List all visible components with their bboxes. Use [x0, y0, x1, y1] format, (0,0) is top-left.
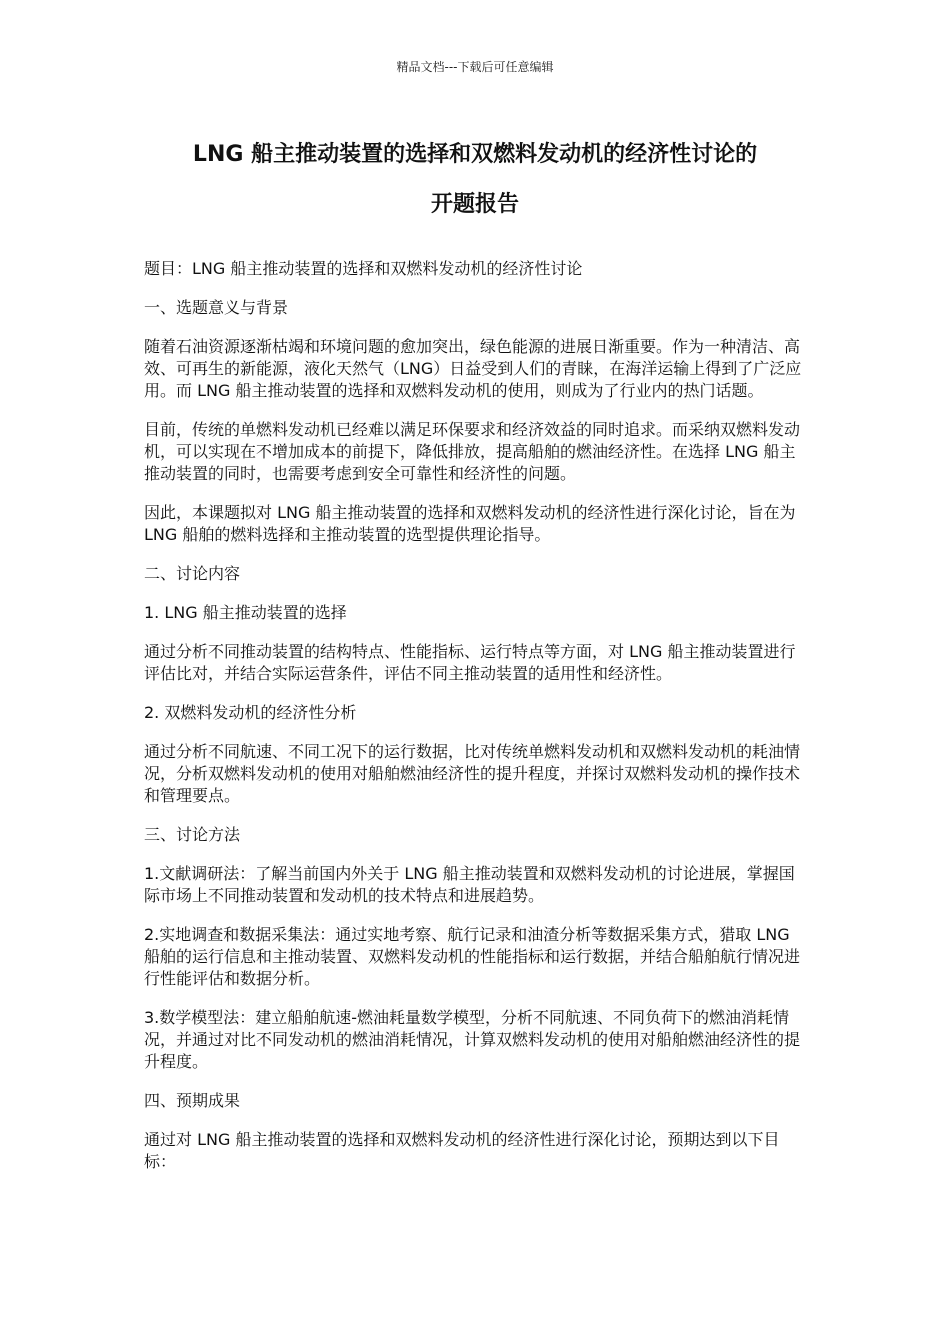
background-paragraph-1: 随着石油资源逐渐枯竭和环境问题的愈加突出，绿色能源的进展日渐重要。作为一种清洁、高效、可再生的新能源，液化天然气（LNG）日益受到人们的青睐，在海洋运输上得到了广泛应用。而 LNG 船主推动装置的选择和双燃料发动机的使用，则成为了行业内的热门话题。: [144, 337, 802, 400]
document-title-line-2: 开题报告: [430, 192, 519, 217]
section-heading-background: 一、选题意义与背景: [144, 298, 289, 317]
subheading-economy-analysis: 2. 双燃料发动机的经济性分析: [144, 703, 357, 722]
propulsion-selection-paragraph: 通过分析不同推动装置的结构特点、性能指标、运行特点等方面，对 LNG 船主推动装置进行评估比对，并结合实际运营条件，评估不同主推动装置的适用性和经济性。: [144, 642, 796, 683]
header-note: 精品文档---下载后可任意编辑: [396, 60, 554, 74]
section-heading-expected-results: 四、预期成果: [144, 1091, 241, 1110]
background-paragraph-3: 因此，本课题拟对 LNG 船主推动装置的选择和双燃料发动机的经济性进行深化讨论，旨在为 LNG 船舶的燃料选择和主推动装置的选型提供理论指导。: [144, 503, 796, 544]
subheading-propulsion-selection: 1. LNG 船主推动装置的选择: [144, 603, 347, 622]
document-title: [140, 130, 810, 230]
method-field-survey: 2.实地调查和数据采集法：通过实地考察、航行记录和油渣分析等数据采集方式，猎取 LNG 船舶的运行信息和主推动装置、双燃料发动机的性能指标和运行数据，并结合船舶航行情况进行性能评估和数据分析。: [144, 925, 801, 988]
topic-line: 题目：LNG 船主推动装置的选择和双燃料发动机的经济性讨论: [144, 259, 583, 278]
expected-results-paragraph: 通过对 LNG 船主推动装置的选择和双燃料发动机的经济性进行深化讨论，预期达到以下目标：: [144, 1130, 780, 1171]
document-body: [144, 258, 806, 1190]
document-title-line-1: LNG 船主推动装置的选择和双燃料发动机的经济性讨论的: [192, 142, 758, 167]
background-paragraph-2: 目前，传统的单燃料发动机已经难以满足环保要求和经济效益的同时追求。而采纳双燃料发动机，可以实现在不增加成本的前提下，降低排放，提高船舶的燃油经济性。在选择 LNG 船主推动装置的同时，也需要考虑到安全可靠性和经济性的问题。: [144, 420, 801, 483]
section-heading-methods: 三、讨论方法: [144, 825, 241, 844]
economy-analysis-paragraph: 通过分析不同航速、不同工况下的运行数据，比对传统单燃料发动机和双燃料发动机的耗油情况，分析双燃料发动机的使用对船舶燃油经济性的提升程度，并探讨双燃料发动机的操作技术和管理要点。: [144, 742, 801, 805]
method-literature: 1.文献调研法：了解当前国内外关于 LNG 船主推动装置和双燃料发动机的讨论进展，掌握国际市场上不同推动装置和发动机的技术特点和进展趋势。: [144, 864, 795, 905]
method-math-model: 3.数学模型法：建立船舶航速-燃油耗量数学模型，分析不同航速、不同负荷下的燃油消耗情况，并通过对比不同发动机的燃油消耗情况，计算双燃料发动机的使用对船舶燃油经济性的提升程度。: [144, 1008, 801, 1071]
section-heading-content: 二、讨论内容: [144, 564, 241, 583]
